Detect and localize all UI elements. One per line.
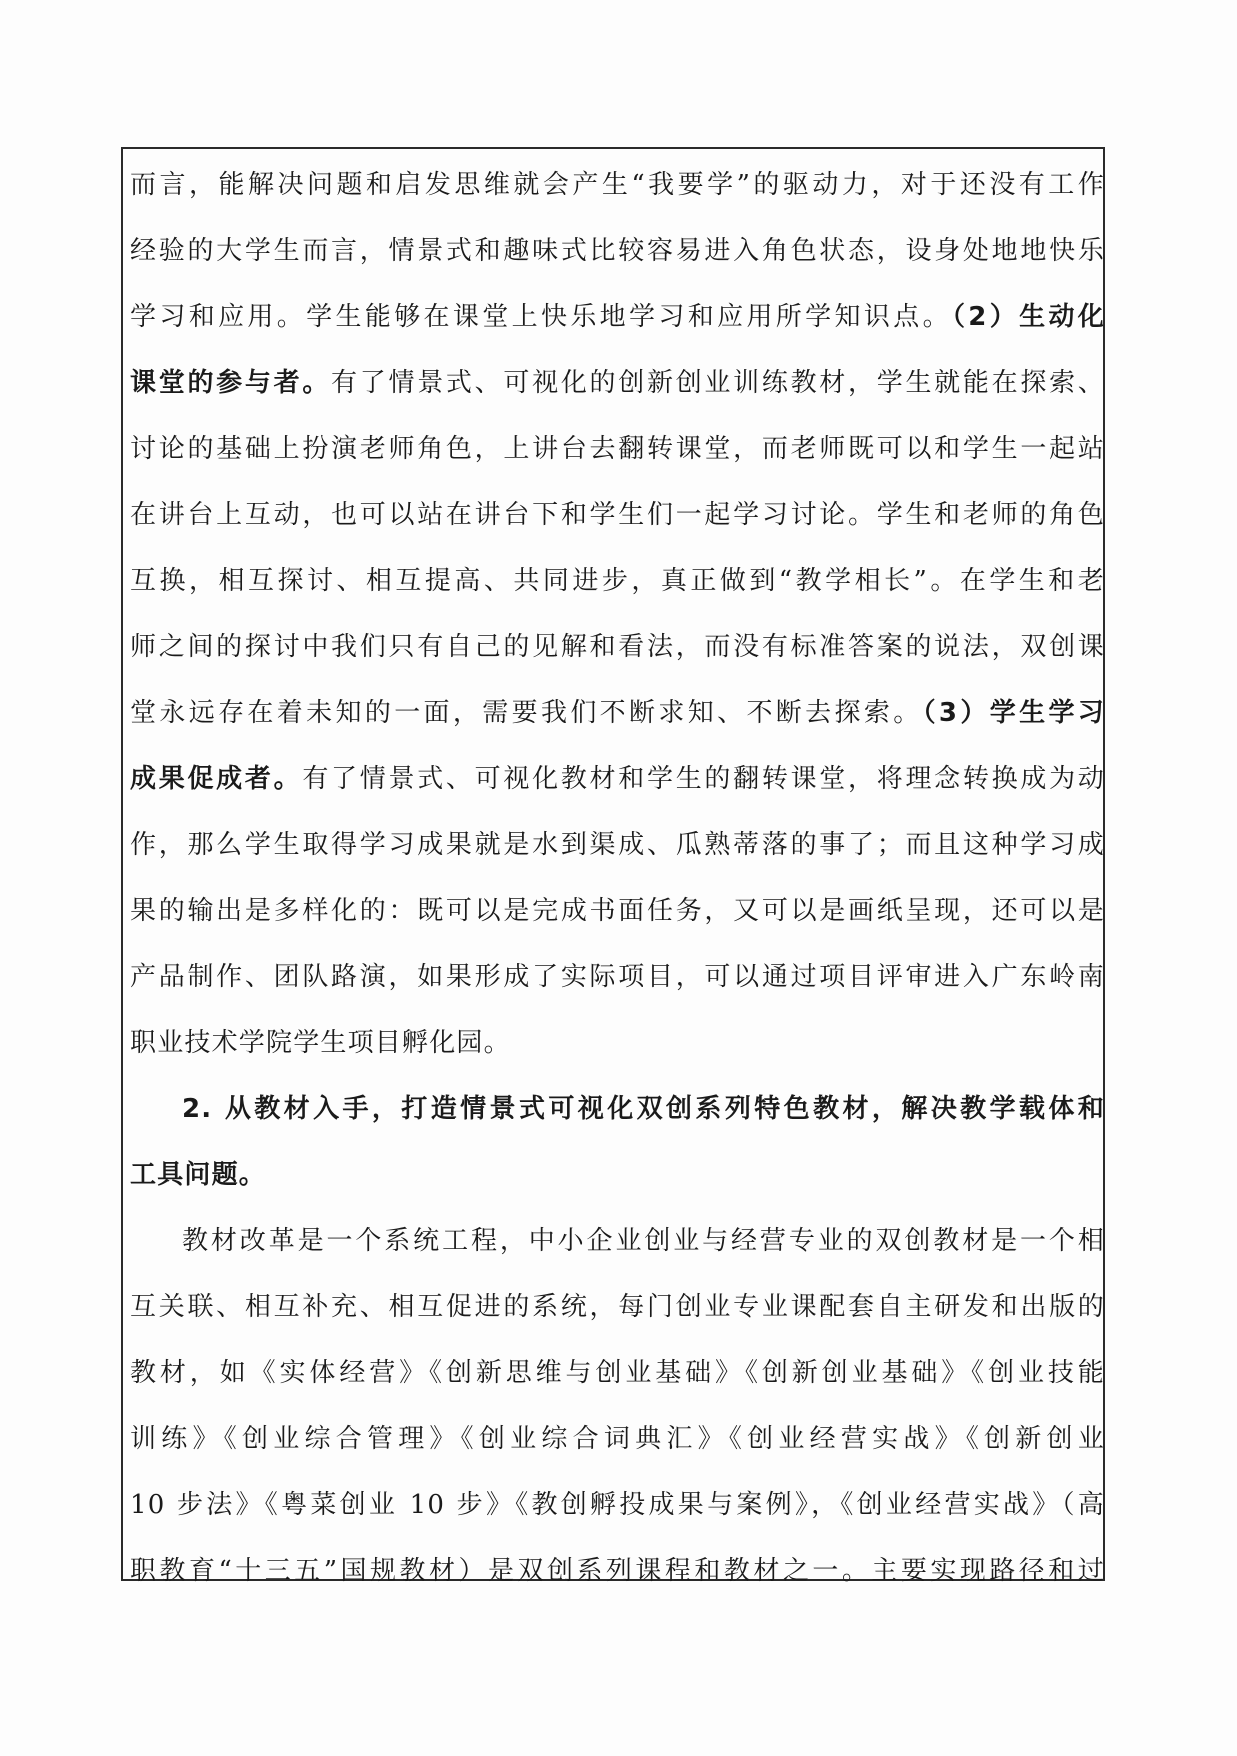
text-line: 作，那么学生取得学习成果就是水到渠成、瓜熟蒂落的事了；而且这种学习成 [130, 830, 1105, 860]
bold-lead: （2）生动化 [951, 302, 1105, 332]
text-line [130, 350, 1105, 416]
text-span: 有了情景式、可视化教材和学生的翻转课堂，将理念转换成为动 [302, 764, 1105, 794]
bold-lead: （3）学生学习 [922, 698, 1105, 728]
text-line: 而言，能解决问题和启发思维就会产生“我要学”的驱动力，对于还没有工作 [130, 170, 1105, 200]
text-line: 果的输出是多样化的：既可以是完成书面任务，又可以是画纸呈现，还可以是 [130, 896, 1105, 926]
text-line: 师之间的探讨中我们只有自己的见解和看法，而没有标准答案的说法，双创课 [130, 632, 1105, 662]
text-span: 堂永远存在着未知的一面，需要我们不断求知、不断去探索。 [130, 698, 923, 728]
text-line: 经验的大学生而言，情景式和趣味式比较容易进入角色状态，设身处地地快乐 [130, 236, 1105, 266]
text-line: 互换，相互探讨、相互提高、共同进步，真正做到“教学相长”。在学生和老 [130, 566, 1105, 596]
text-line: 教材改革是一个系统工程，中小企业创业与经营专业的双创教材是一个相 [182, 1226, 1105, 1256]
text-line: 10 步法》《粤菜创业 10 步》《教创孵投成果与案例》，《创业经营实战》（高 [130, 1490, 1105, 1520]
paragraph-2 [130, 1208, 1105, 1604]
bold-lead: 课堂的参与者。 [130, 368, 332, 398]
text-line: 职业技术学院学生项目孵化园。 [130, 1028, 511, 1058]
text-line: 产品制作、团队路演，如果形成了实际项目，可以通过项目评审进入广东岭南 [130, 962, 1105, 992]
paragraph-1 [130, 152, 1105, 1076]
text-span: 学习和应用。学生能够在课堂上快乐地学习和应用所学知识点。 [130, 302, 952, 332]
text-line: 教材，如《实体经营》《创新思维与创业基础》《创新创业基础》《创业技能 [130, 1358, 1105, 1388]
text-line [130, 746, 1105, 812]
text-line: 职教育“十三五”国规教材）是双创系列课程和教材之一。主要实现路径和过 [130, 1556, 1105, 1586]
section-heading-2 [130, 1076, 1105, 1208]
text-line: 在讲台上互动，也可以站在讲台下和学生们一起学习讨论。学生和老师的角色 [130, 500, 1105, 530]
text-line [130, 680, 1105, 746]
text-line [130, 284, 1105, 350]
text-span: 有了情景式、可视化的创新创业训练教材，学生就能在探索、 [331, 368, 1105, 398]
text-line: 讨论的基础上扮演老师角色，上讲台去翻转课堂，而老师既可以和学生一起站 [130, 434, 1105, 464]
text-line: 互关联、相互补充、相互促进的系统，每门创业专业课配套自主研发和出版的 [130, 1292, 1105, 1322]
bold-lead: 成果促成者。 [130, 764, 303, 794]
document-body [130, 152, 1105, 1604]
text-line: 训练》《创业综合管理》《创业综合词典汇》《创业经营实战》《创新创业 [130, 1424, 1105, 1454]
heading-line: 2. 从教材入手，打造情景式可视化双创系列特色教材，解决教学载体和 [182, 1094, 1105, 1124]
heading-line: 工具问题。 [130, 1160, 267, 1190]
